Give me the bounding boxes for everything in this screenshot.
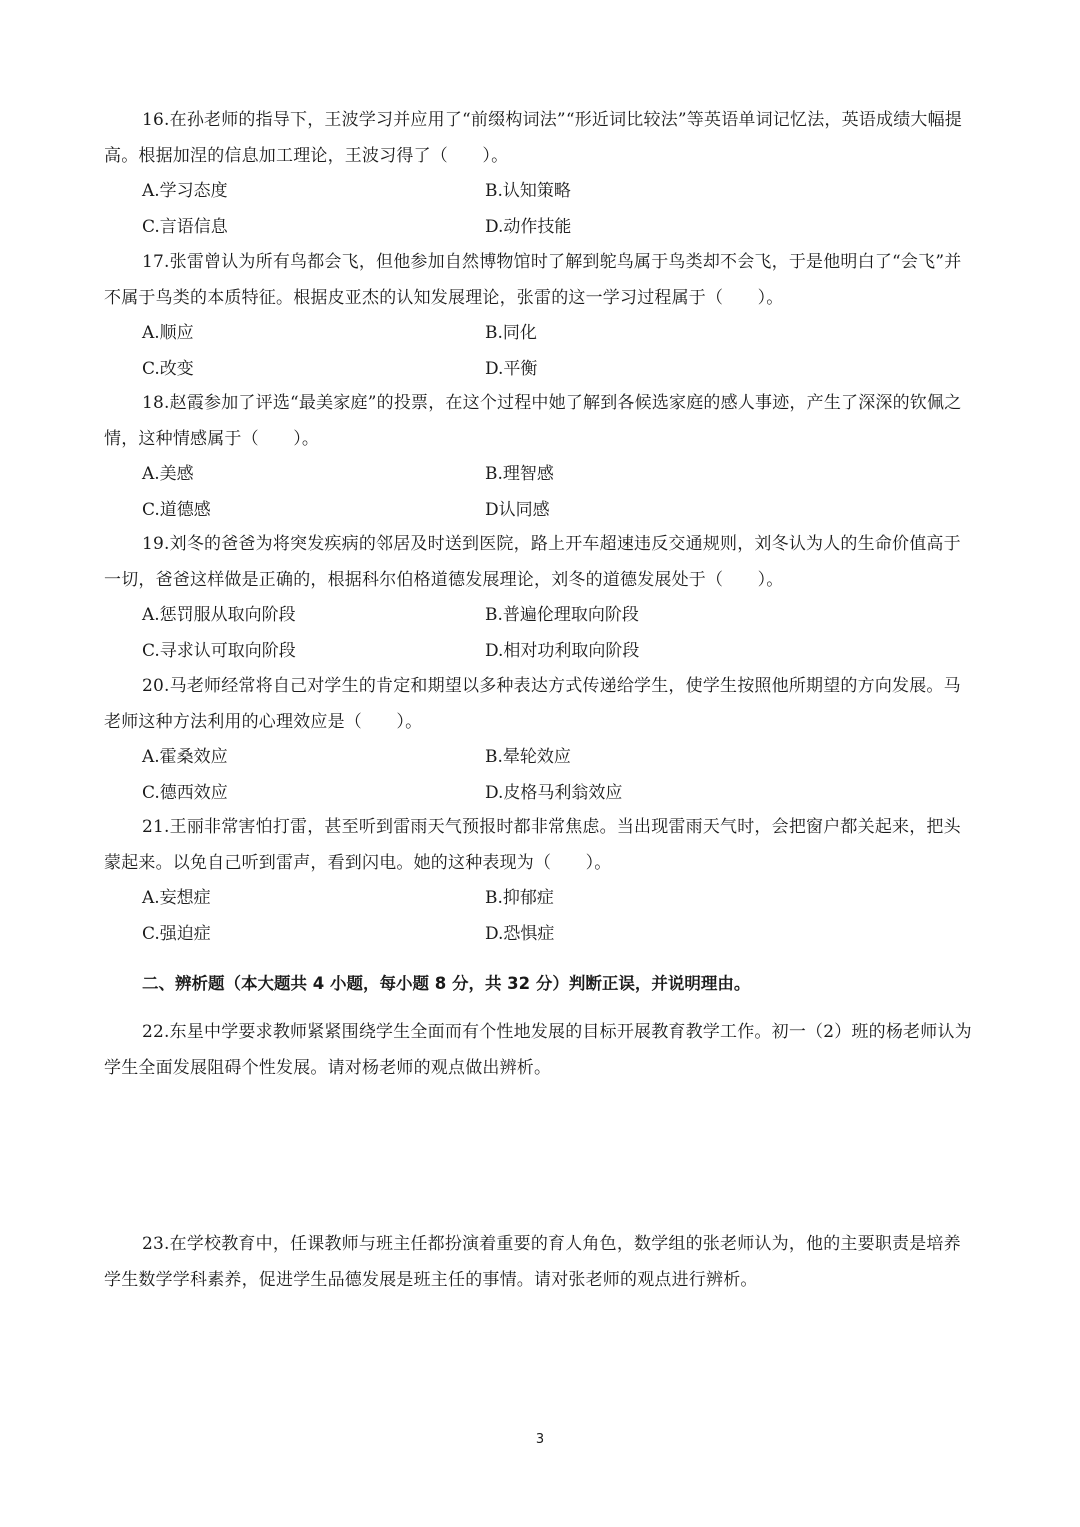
option-b: B.晕轮效应: [485, 747, 571, 767]
option-d: D.相对功利取向阶段: [485, 640, 640, 661]
question-17: [104, 245, 978, 387]
question-16: [104, 103, 978, 245]
option-b: B.认知策略: [485, 181, 571, 201]
options-grid: [142, 740, 978, 811]
question-stem: 21.王丽非常害怕打雷，甚至听到雷雨天气预报时都非常焦虑。当出现雷雨天气时，会把窗户都关起来，把头蒙起来。以免自己听到雷声，看到闪电。她的这种表现为（ ）。: [104, 817, 961, 873]
option-a: A.妄想症: [142, 888, 211, 908]
option-d: D认同感: [485, 499, 550, 520]
question-21: [104, 810, 978, 952]
option-a: A.惩罚服从取向阶段: [142, 605, 296, 625]
option-c: C.言语信息: [142, 216, 228, 237]
question-22: [104, 1015, 978, 1086]
options-grid: [142, 174, 978, 245]
option-c: C.德西效应: [142, 782, 228, 803]
question-stem: 16.在孙老师的指导下，王波学习并应用了“前缀构词法”“形近词比较法”等英语单词记忆法，英语成绩大幅提高。根据加涅的信息加工理论，王波习得了（ ）。: [104, 110, 962, 166]
question-19: [104, 527, 978, 669]
question-stem: 20.马老师经常将自己对学生的肯定和期望以多种表达方式传递给学生，使学生按照他所期望的方向发展。马老师这种方法利用的心理效应是（ ）。: [104, 676, 961, 732]
options-grid: [142, 881, 978, 952]
section-heading: 二、辨析题（本大题共 4 小题，每小题 8 分，共 32 分）判断正误，并说明理由。: [142, 974, 751, 993]
question-23: [104, 1227, 978, 1298]
question-stem: 17.张雷曾认为所有鸟都会飞，但他参加自然博物馆时了解到鸵鸟属于鸟类却不会飞，于是他明白了“会飞”并不属于鸟类的本质特征。根据皮亚杰的认知发展理论，张雷的这一学习过程属于（ ）。: [104, 252, 962, 308]
option-d: D.皮格马利翁效应: [485, 782, 623, 803]
option-b: B.普遍伦理取向阶段: [485, 605, 639, 625]
option-b: B.理智感: [485, 464, 554, 484]
option-c: C.改变: [142, 358, 194, 379]
option-a: A.美感: [142, 464, 194, 484]
question-stem: 22.东星中学要求教师紧紧围绕学生全面而有个性地发展的目标开展教育教学工作。初一（2）班的杨老师认为学生全面发展阻碍个性发展。请对杨老师的观点做出辨析。: [104, 1022, 972, 1078]
option-c: C.寻求认可取向阶段: [142, 640, 296, 661]
option-b: B.抑郁症: [485, 888, 554, 908]
option-c: C.道德感: [142, 499, 211, 520]
option-b: B.同化: [485, 323, 537, 343]
option-d: D.平衡: [485, 358, 538, 379]
option-a: A.顺应: [142, 323, 194, 343]
option-d: D.恐惧症: [485, 923, 555, 944]
question-18: [104, 386, 978, 528]
option-a: A.学习态度: [142, 181, 228, 201]
option-a: A.霍桑效应: [142, 747, 228, 767]
options-grid: [142, 598, 978, 669]
options-grid: [142, 457, 978, 528]
question-stem: 19.刘冬的爸爸为将突发疾病的邻居及时送到医院，路上开车超速违反交通规则，刘冬认为人的生命价值高于一切，爸爸这样做是正确的，根据科尔伯格道德发展理论，刘冬的道德发展处于（ ）。: [104, 534, 961, 590]
option-d: D.动作技能: [485, 216, 572, 237]
page-number: 3: [535, 1432, 545, 1447]
question-stem: 23.在学校教育中，任课教师与班主任都扮演着重要的育人角色，数学组的张老师认为，他的主要职责是培养学生数学学科素养，促进学生品德发展是班主任的事情。请对张老师的观点进行辨析。: [104, 1234, 961, 1290]
question-stem: 18.赵霞参加了评选“最美家庭”的投票，在这个过程中她了解到各候选家庭的感人事迹，产生了深深的钦佩之情，这种情感属于（ ）。: [104, 393, 962, 449]
options-grid: [142, 316, 978, 387]
question-20: [104, 669, 978, 811]
option-c: C.强迫症: [142, 923, 211, 944]
